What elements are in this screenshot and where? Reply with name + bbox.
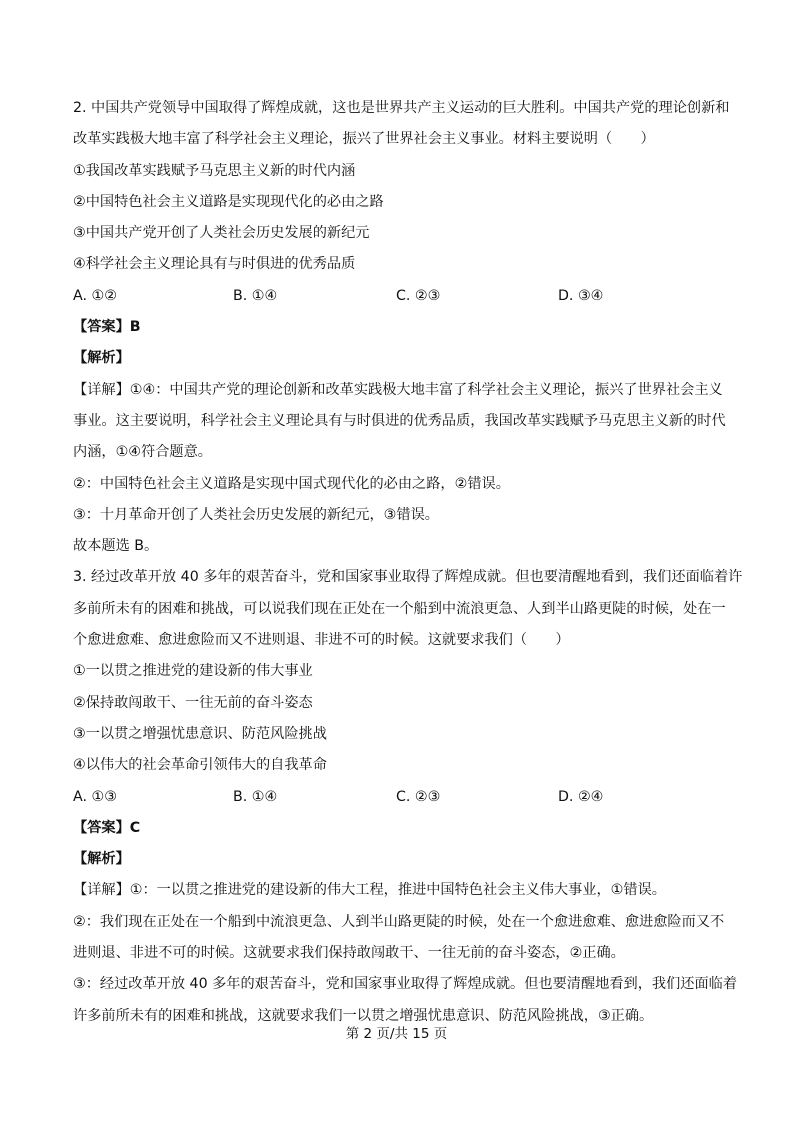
question-2-detail-line-6: 故本题选 B。 [73, 538, 159, 555]
page-content [73, 93, 743, 1032]
question-2-statement-3: ③中国共产党开创了人类社会历史发展的新纪元 [73, 225, 370, 242]
question-3-statement-1: ①一以贯之推进党的建设新的伟大事业 [73, 663, 313, 680]
question-2-detail-line-1: 【详解】①④：中国共产党的理论创新和改革实践极大地丰富了科学社会主义理论，振兴了世界社会主义 [73, 381, 723, 398]
question-3-options [73, 782, 725, 813]
question-2-detail-line-5: ③：十月革命开创了人类社会历史发展的新纪元，③错误。 [73, 506, 439, 523]
question-3-statement-2: ②保持敢闯敢干、一往无前的奋斗姿态 [73, 694, 313, 711]
question-2-option-a: A. ①② [73, 287, 117, 304]
question-2-stem-line-1: 2. 中国共产党领导中国取得了辉煌成就，这也是世界共产主义运动的巨大胜利。中国共产党的理论创新和 [73, 100, 730, 116]
question-3-detail-line-4: ③：经过改革开放 40 多年的艰苦奋斗，党和国家事业取得了辉煌成就。但也要清醒地看到，我们还面临着 [73, 976, 738, 993]
question-2-detail-line-3: 内涵，①④符合题意。 [73, 444, 212, 461]
page-footer [0, 1024, 793, 1044]
question-2-detail-line-2: 事业。这主要说明，科学社会主义理论具有与时俱进的优秀品质，我国改革实践赋予马克思主义新的时代 [73, 412, 726, 429]
question-3-option-c: C. ②③ [396, 788, 441, 805]
question-3-analysis-label: 【解析】 [73, 851, 130, 868]
question-2-option-b: B. ①④ [233, 287, 278, 304]
question-2-statement-4: ④科学社会主义理论具有与时俱进的优秀品质 [73, 256, 356, 273]
question-2-analysis-label: 【解析】 [73, 350, 130, 367]
question-3-stem-line-3: 个愈进愈难、愈进愈险而又不进则退、非进不可的时候。这就要求我们（ ） [73, 632, 570, 649]
question-3-statement-3: ③一以贯之增强忧患意识、防范风险挑战 [73, 725, 327, 742]
question-2-statement-1: ①我国改革实践赋予马克思主义新的时代内涵 [73, 162, 356, 179]
question-3-detail-line-1: 【详解】①：一以贯之推进党的建设新的伟大工程，推进中国特色社会主义伟大事业，①错误。 [73, 882, 666, 899]
question-2 [73, 93, 730, 562]
question-2-answer: 【答案】B [73, 319, 141, 336]
question-3-answer: 【答案】C [73, 819, 141, 836]
question-3-stem-line-1: 3. 经过改革开放 40 多年的艰苦奋斗，党和国家事业取得了辉煌成就。但也要清醒地看到，我们还面临着许 [73, 569, 743, 586]
question-2-option-d: D. ③④ [558, 287, 604, 304]
question-2-statement-2: ②中国特色社会主义道路是实现现代化的必由之路 [73, 193, 384, 210]
question-3-option-a: A. ①③ [73, 788, 117, 805]
question-3-option-d: D. ②④ [558, 788, 604, 805]
question-3-statement-4: ④以伟大的社会革命引领伟大的自我革命 [73, 757, 327, 774]
question-3-stem-line-2: 多前所未有的困难和挑战，可以说我们现在正处在一个船到中流浪更急、人到半山路更陡的时候，处在一 [73, 600, 726, 617]
question-2-stem-line-2: 改革实践极大地丰富了科学社会主义理论，振兴了世界社会主义事业。材料主要说明（ ） [73, 131, 655, 148]
question-2-options [73, 281, 725, 312]
question-2-option-c: C. ②③ [396, 287, 441, 304]
question-2-detail-line-4: ②：中国特色社会主义道路是实现中国式现代化的必由之路，②错误。 [73, 475, 510, 492]
question-3-option-b: B. ①④ [233, 788, 278, 805]
question-3-detail-line-2: ②：我们现在正处在一个船到中流浪更急、人到半山路更陡的时候，处在一个愈进愈难、愈进愈险而又不 [73, 913, 725, 930]
question-3-detail-line-3: 进则退、非进不可的时候。这就要求我们保持敢闯敢干、一往无前的奋斗姿态，②正确。 [73, 945, 625, 962]
question-3 [73, 562, 743, 1031]
page-number: 第 2 页/共 15 页 [345, 1026, 448, 1042]
question-3-detail-line-5: 许多前所未有的困难和挑战，这就要求我们一以贯之增强忧患意识、防范风险挑战，③正确。 [73, 1007, 654, 1024]
